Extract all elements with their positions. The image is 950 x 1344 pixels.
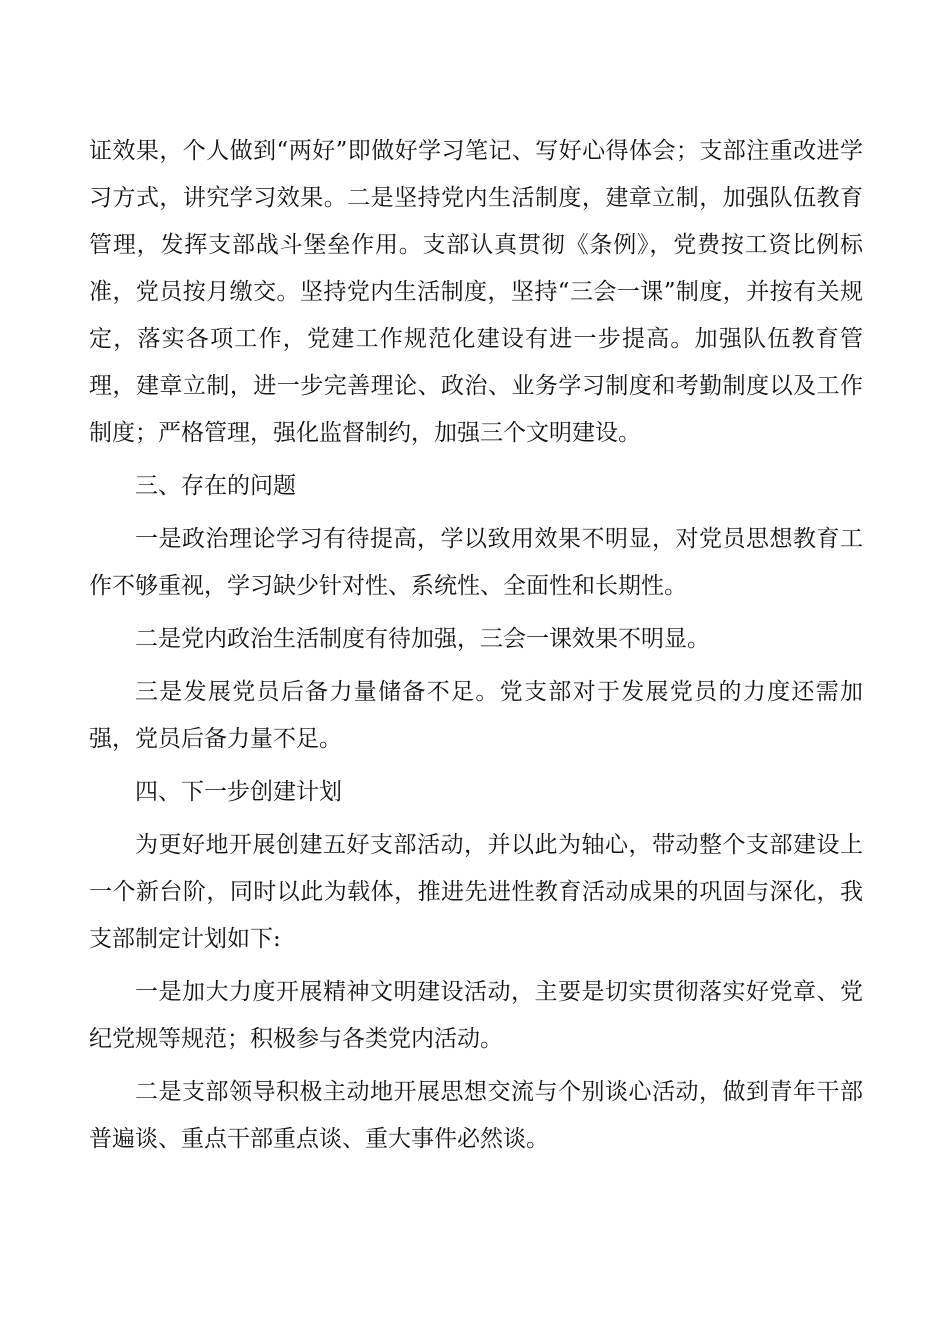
paragraph: 二是支部领导积极主动地开展思想交流与个别谈心活动，做到青年干部普遍谈、重点干部重点谈、重大事件必然谈。 bbox=[89, 1079, 863, 1152]
section-heading-next-plan: 四、下一步创建计划 bbox=[135, 779, 342, 805]
section-heading-problems: 三、存在的问题 bbox=[135, 473, 296, 499]
paragraph: 一是加大力度开展精神文明建设活动，主要是切实贯彻落实好党章、党纪党规等规范；积极参与各类党内活动。 bbox=[89, 979, 863, 1052]
paragraph: 二是党内政治生活制度有待加强，三会一课效果不明显。 bbox=[135, 626, 710, 652]
paragraph: 三是发展党员后备力量储备不足。党支部对于发展党员的力度还需加强，党员后备力量不足。 bbox=[89, 679, 863, 752]
paragraph-continued: 证效果，个人做到“两好”即做好学习笔记、写好心得体会；支部注重改进学习方式，讲究学习效果。二是坚持党内生活制度，建章立制，加强队伍教育管理，发挥支部战斗堡垒作用。支部认真贯彻《条例》，党费按工资比例标准，党员按月缴交。坚持党内生活制度，坚持“三会一课”制度，并按有关规定，落实各项工作，党建工作规范化建设有进一步提高。加强队伍教育管理，建章立制，进一步完善理论、政治、业务学习制度和考勤制度以及工作制度；严格管理，强化监督制约，加强三个文明建设。 bbox=[89, 138, 863, 446]
paragraph: 一是政治理论学习有待提高，学以致用效果不明显，对党员思想教育工作不够重视，学习缺少针对性、系统性、全面性和长期性。 bbox=[89, 526, 863, 599]
document-body bbox=[89, 128, 863, 1169]
paragraph: 为更好地开展创建五好支部活动，并以此为轴心，带动整个支部建设上一个新台阶，同时以此为载体，推进先进性教育活动成果的巩固与深化，我支部制定计划如下: bbox=[89, 832, 863, 952]
